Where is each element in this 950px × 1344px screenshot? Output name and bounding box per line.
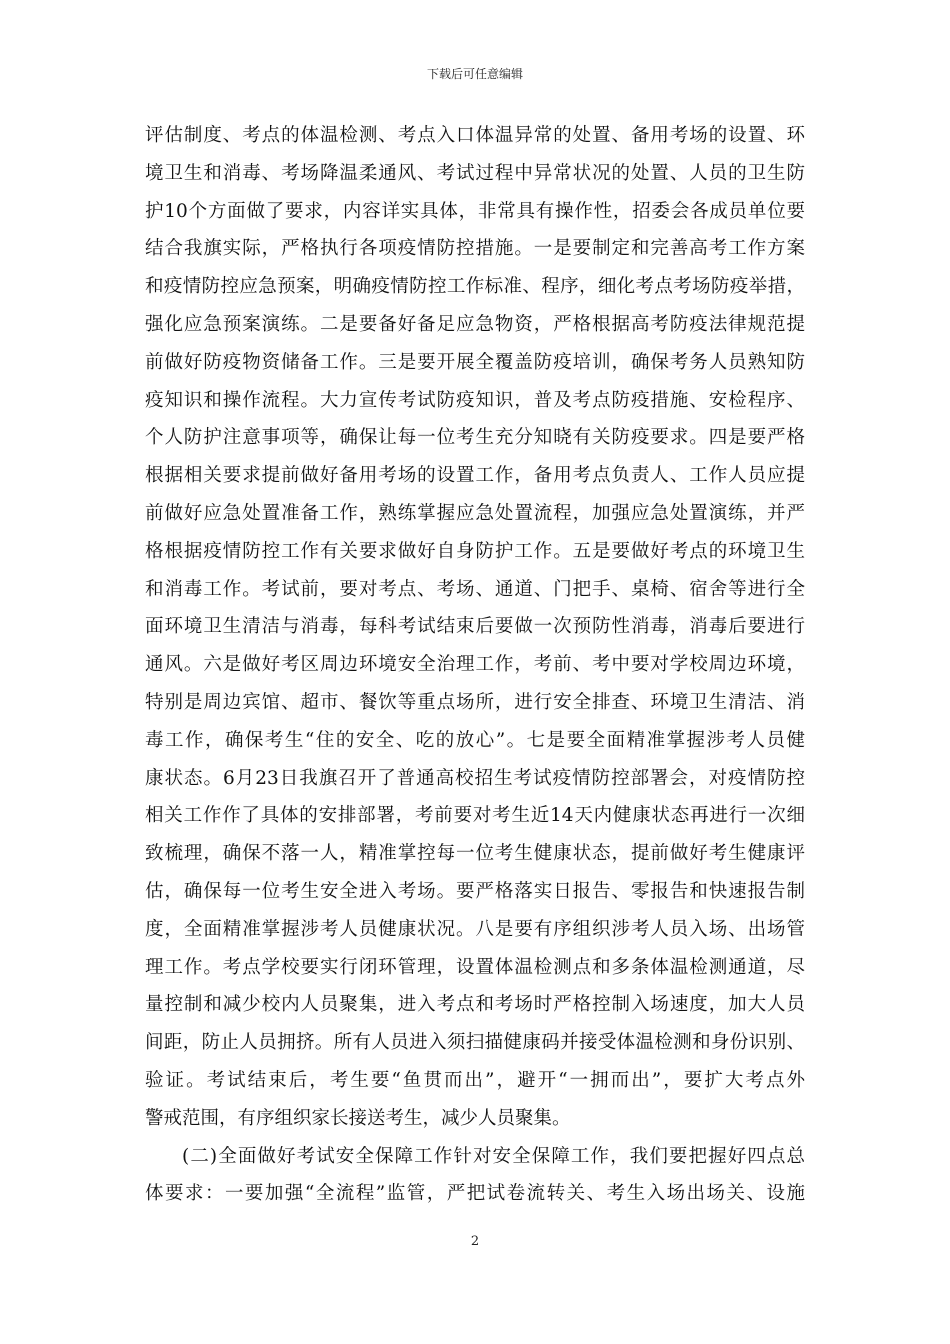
body-line: 护10个方面做了要求，内容详实具体，非常具有操作性，招委会各成员单位要: [145, 200, 805, 222]
body-line: 特别是周边宾馆、超市、餐饮等重点场所，进行安全排查、环境卫生清洁、消: [145, 691, 805, 713]
body-line: 前做好防疫物资储备工作。三是要开展全覆盖防疫培训，确保考务人员熟知防: [145, 351, 805, 373]
body-line: 疫知识和操作流程。大力宣传考试防疫知识，普及考点防疫措施、安检程序、: [145, 389, 805, 411]
body-line: 警戒范围，有序组织家长接送考生，减少人员聚集。: [145, 1107, 571, 1129]
body-line: 个人防护注意事项等，确保让每一位考生充分知晓有关防疫要求。四是要严格: [145, 427, 805, 449]
section-heading-line: (二)全面做好考试安全保障工作针对安全保障工作，我们要把握好四点总: [182, 1145, 805, 1167]
body-line: 强化应急预案演练。二是要备好备足应急物资，严格根据高考防疫法律规范提: [145, 313, 805, 335]
body-line: 估，确保每一位考生安全进入考场。要严格落实日报告、零报告和快速报告制: [145, 880, 805, 902]
body-line: 康状态。6月23日我旗召开了普通高校招生考试疫情防控部署会，对疫情防控: [145, 767, 805, 789]
body-line: 间距，防止人员拥挤。所有人员进入须扫描健康码并接受体温检测和身份识别、: [145, 1032, 805, 1054]
body-line: 和疫情防控应急预案，明确疫情防控工作标准、程序，细化考点考场防疫举措，: [145, 276, 805, 298]
body-line: 和消毒工作。考试前，要对考点、考场、通道、门把手、桌椅、宿舍等进行全: [145, 578, 805, 600]
body-line: 格根据疫情防控工作有关要求做好自身防护工作。五是要做好考点的环境卫生: [145, 540, 805, 562]
body-line: 结合我旗实际，严格执行各项疫情防控措施。一是要制定和完善高考工作方案: [145, 238, 805, 260]
body-line: 毒工作，确保考生“住的安全、吃的放心”。七是要全面精准掌握涉考人员健: [145, 729, 805, 751]
body-line: 根据相关要求提前做好备用考场的设置工作，备用考点负责人、工作人员应提: [145, 465, 805, 487]
body-line: 境卫生和消毒、考场降温柔通风、考试过程中异常状况的处置、人员的卫生防: [145, 162, 805, 184]
body-line: 通风。六是做好考区周边环境安全治理工作，考前、考中要对学校周边环境，: [145, 654, 805, 676]
page-number: 2: [470, 1234, 480, 1249]
body-line: 评估制度、考点的体温检测、考点入口体温异常的处置、备用考场的设置、环: [145, 125, 805, 146]
body-line: 相关工作作了具体的安排部署，考前要对考生近14天内健康状态再进行一次细: [145, 805, 805, 827]
body-line: 致梳理，确保不落一人，精准掌控每一位考生健康状态，提前做好考生健康评: [145, 843, 805, 865]
body-line: 度，全面精准掌握涉考人员健康状况。八是要有序组织涉考人员入场、出场管: [145, 918, 805, 940]
body-line: 前做好应急处置准备工作，熟练掌握应急处置流程，加强应急处置演练，并严: [145, 502, 805, 524]
body-line: 验证。考试结束后，考生要“鱼贯而出”，避开“一拥而出”，要扩大考点外: [145, 1069, 805, 1091]
body-line: 量控制和减少校内人员聚集，进入考点和考场时严格控制入场速度，加大人员: [145, 994, 805, 1016]
page-header: 下载后可任意编辑: [426, 67, 523, 81]
body-line: 理工作。考点学校要实行闭环管理，设置体温检测点和多条体温检测通道，尽: [145, 956, 805, 978]
body-line: 面环境卫生清洁与消毒，每科考试结束后要做一次预防性消毒，消毒后要进行: [145, 616, 805, 638]
document-body: [145, 117, 805, 1213]
body-line: 体要求：一要加强“全流程”监管，严把试卷流转关、考生入场出场关、设施: [145, 1183, 805, 1205]
